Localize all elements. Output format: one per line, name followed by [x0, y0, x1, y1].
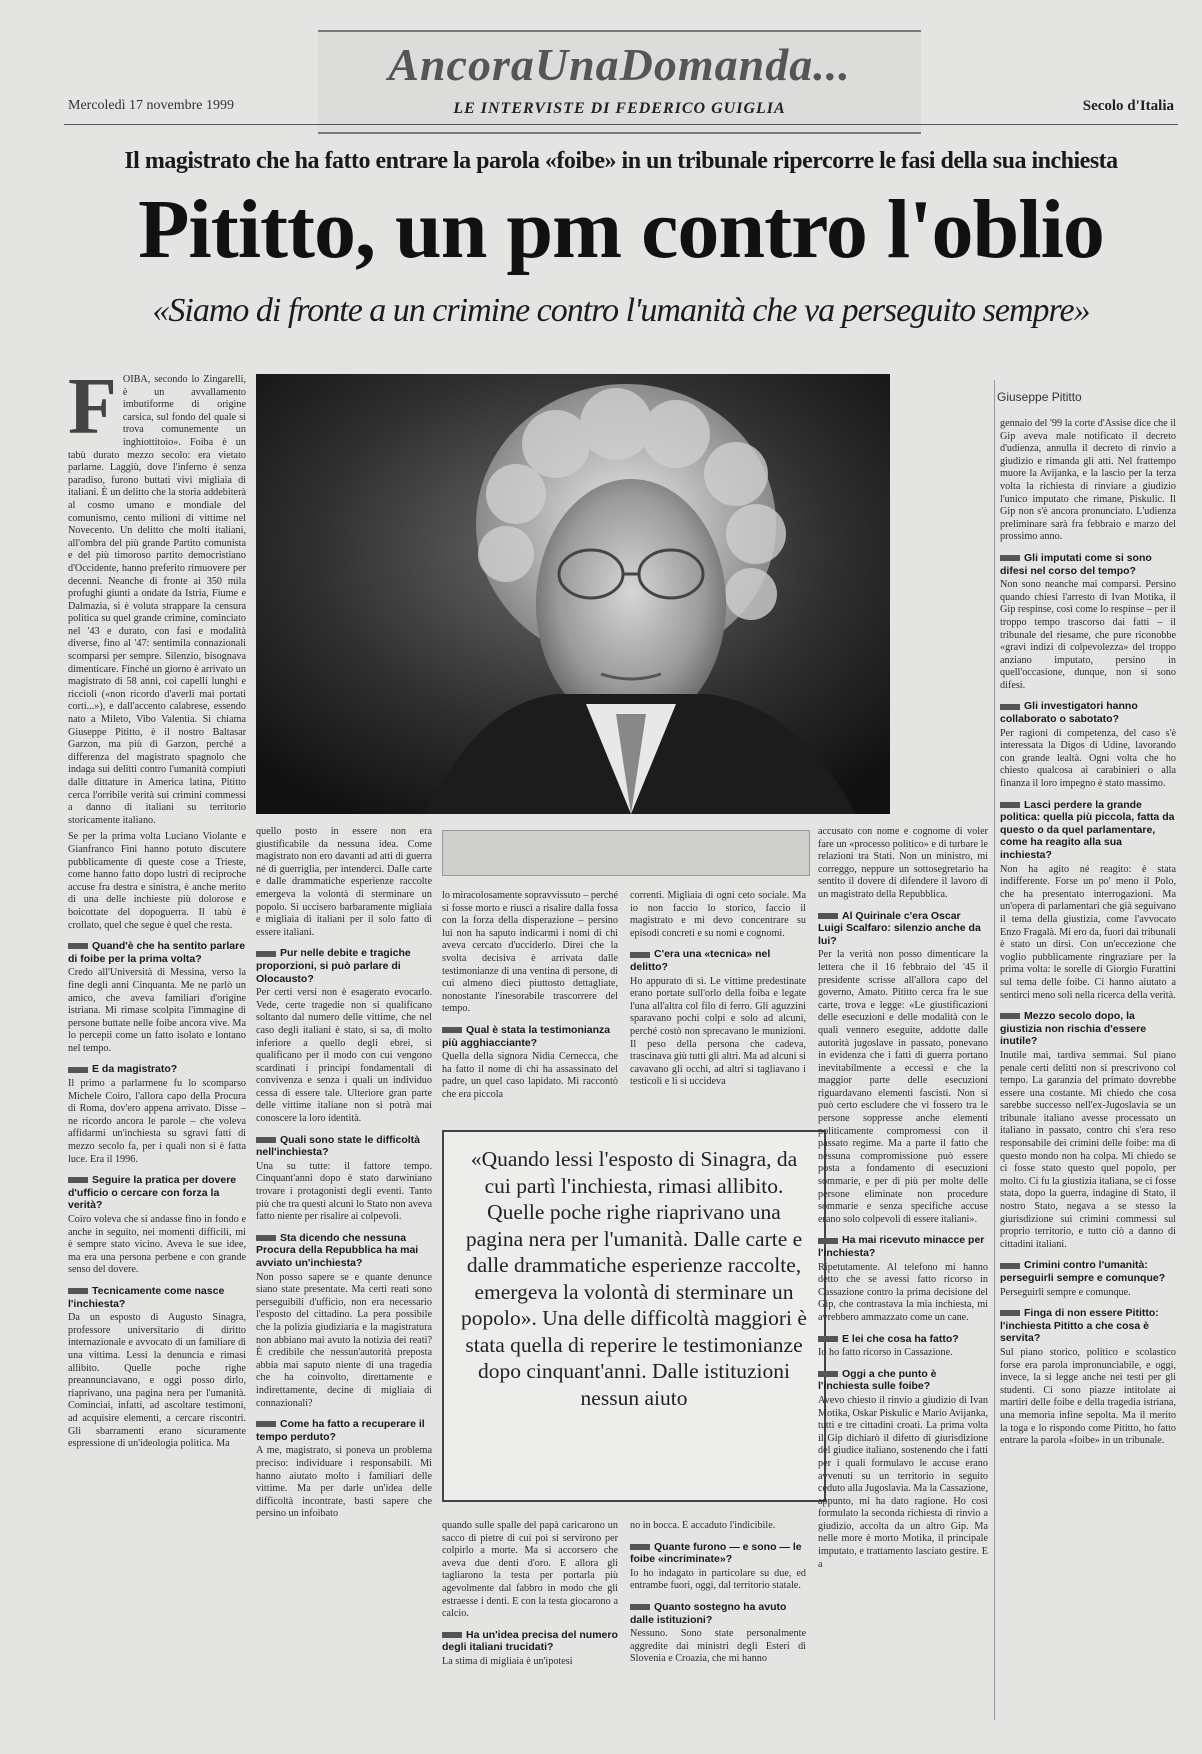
answer: Il primo a parlarmene fu lo scomparso Michele Coiro, l'allora capo della Procura di Roma, dov'ero appena arrivato. Disse – ne ricordo ancora le parole – che voleva affidarmi un'inchiesta su sgravi fatti di mezzo secolo fa, per i quali non si è fatta luce. Era il 1996.	[68, 1078, 246, 1165]
answer: Per la verità non posso dimenticare la lettera che il 16 febbraio del '45 il presidente scrisse all'allora capo del governo, Amato. Pititto cerca fra le sue carte, trova e legge: «Le giustificazioni delle esecuzioni e delle modalità con le quali vennero eseguite, addotte dalle autorità jugoslave in passato, ponevano in evidenza che i fatti di guerra portano inevitabilmente a eccessi e che la maggior parte delle esecuzioni riguardavano elementi fascisti. Non si può certo escludere che vi fossero tra le persone soppresse anche elementi politicamente compromessi con il passato regime. Ma a parte il fatto che nessuna compromissione può essere posta a fondamento di esecuzioni sommarie, e per di più per molte delle persone eliminate non procedure sommarie e senza specifiche accuse erano solo colpevoli di essere italiani».	[818, 949, 988, 1225]
answer: Quella della signora Nidia Cernecca, che ha fatto il nome di chi ha assassinato del padre, un quel caso lapidato. Mi raccontò che era piccola	[442, 1051, 618, 1100]
answer: Ho appurato di sì. Le vittime predestinate erano portate sull'orlo della foiba e legate l'una all'altra col filo di ferro. Gli aguzzini sparavano pochi colpi e solo ad alcuni, perché costò non sprecavano le munizioni. Il peso della persona che cadeva, trascinava giù tutti gli altri. Ma ad alcuni si cavavano gli occhi, ad altri si tagliavano i testicoli e li si uccideva	[630, 975, 806, 1088]
question: Quanto sostegno ha avuto dalle istituzioni?	[630, 1601, 806, 1626]
answer: Per ragioni di competenza, del caso s'è interessata la Digos di Udine, lavorando con grande lealtà. Ogni volta che ho chiesto qualcosa ai carabinieri o alla finanza il loro impegno è stato massimo.	[1000, 727, 1176, 790]
article-subhead: «Siamo di fronte a un crimine contro l'umanità che va perseguito sempre»	[152, 292, 1090, 329]
answer: Non posso sapere se e quante denunce siano state presentate. Ma certi reati sono perseguibili d'ufficio, non era necessario l'esposto del cittadino. La pera possibile che la polizia giudiziaria e la magistratura non abbiano mai avuto la notizia dei reati? È credibile che nessun'autorità preposta abbia mai saputo niente di una tragedia che ha coinvolto, direttamente e indirettamente, decine di migliaia di connazionali?	[256, 1271, 432, 1409]
question: Sta dicendo che nessuna Procura della Repubblica ha mai avviato un'inchiesta?	[256, 1232, 432, 1270]
answer: A me, magistrato, si poneva un problema preciso: individuare i responsabili. Mi hanno aiutato molto i familiari delle vittime. Ma per darle un'idea delle difficoltà incontrate, basti sapere che persino un infoibato	[256, 1445, 432, 1520]
question: E da magistrato?	[68, 1063, 246, 1076]
column-4-bottom	[630, 1520, 806, 1726]
question: Lasci perdere la grande politica: quella più piccola, fatta da questo o da quel parlamentare, come ha reagito alla sua inchiesta?	[1000, 798, 1175, 861]
question: C'era una «tecnica» nel delitto?	[630, 948, 806, 973]
intro-paragraph: OIBA, secondo lo Zingarelli, è un avvallamento imbutiforme di origine carsica, sul fondo del quale si trova comunemente un inghiottitoio». Foiba è un tabù durato mezzo secolo: era vietato parlarne. Laggiù, dove l'inferno è senza paradiso, furono buttati vivi migliaia di italiani. È un delitto che la storia addebiterà al cosmo umano e mondiale del comunismo, cento milioni di vittime nel Novecento. Un delitto che molti italiani, all'ombra del più grande Partito comunista e del più timoroso partito democristiano d'Occidente, hanno preferito rimuovere per decenni. Neanche di fronte ai 350 mila profughi giunti a ondate da Istria, Fiume e Dalmazia, si è voluta strappare la censura politica su quel grande crimine, cominciato nel '43 e durato, con fasi e modalità diverse, fino al '47: sentimila connazionali scomparsi per sempre. Silenzio, bisognava dimenticare. Finché un giorno è arrivato un magistrato di 58 anni, coi capelli lunghi e riccioli («non ricordo d'averli mai portati corti...»), e dall'accento calabrese, essendo nato a Mileto, Vibo Valentia. Si chiama Giuseppe Pititto, è il nostro Baltasar Garzon, ma più di Garzon, perché a differenza del magistrato spagnolo che indaga sui delitti contro l'umanità compiuti dalle dittature in America latina, Pititto cerca l'orribile verità sui crimini commessi a danno di italiani su territorio storicamente italiano.	[68, 374, 246, 826]
question: Ha un'idea precisa del numero degli italiani trucidati?	[442, 1628, 618, 1654]
masthead-subtitle: LE INTERVISTE DI FEDERICO GUIGLIA	[453, 100, 786, 117]
answer: Coiro voleva che si andasse fino in fondo e anche in seguito, nei momenti difficili, mi è sempre stato vicino. Aveva le sue idee, ma era una persona perbene e con grande senso del dovere.	[68, 1214, 246, 1276]
question: Tecnicamente come nasce l'inchiesta?	[68, 1285, 246, 1310]
column-5	[818, 826, 988, 1726]
column-4-top	[630, 890, 806, 1122]
paragraph: no in bocca. È accaduto l'indicibile.	[630, 1520, 776, 1531]
masthead-title: AncoraUnaDomanda...	[388, 39, 851, 90]
answer: Da un esposto di Augusto Sinagra, professore universitario di diritto internazionale e avvocato di un familiare di una vittima. Lessi la denuncia e rimasi allibito. Quelle poche righe preannunciavano, e oggi posso dirlo, riaprivano, una pagina nera per l'umanità. Cominciai, infatti, ad ascoltare testimoni, ad acquisire elementi, a cercare riscontri. Gli sbarramenti erano sicuramente espressione di un'ideologia politica. Ma	[68, 1312, 246, 1450]
question: Ha mai ricevuto minacce per l'inchiesta?	[818, 1234, 988, 1259]
answer: Non ha agito né reagito: è stata indifferente. Forse un po' meno il Polo, che ha presentato interrogazioni. Ma un'opera di parlamentari che già seguivano il tema della giustizia, come l'avvocato Enzo Fragalà. Mi ero da, fuori dai tribunali è stato un dirsi. Con un'eccezione che voglio pubblicamente ringraziare per la prima volta: le sorelle di Giorgio Furattini sul tema delle foibe. Ci hanno aiutato a sentirci meno soli nella ricerca della verità.	[1000, 863, 1176, 1001]
portrait-photo	[256, 374, 890, 814]
answer: Io ho indagato in particolare su due, ed entrambe fuori, oggi, dal territorio statale.	[630, 1567, 806, 1592]
paragraph: accusato con nome e cognome di voler fare un «processo politico» e di turbare le relazioni tra Stati. Non un ministro, mi correggo, neppure un sottosegretario ha sentito il dovere di difendere il lavoro di un magistrato della Repubblica.	[818, 826, 988, 900]
question: Mezzo secolo dopo, la giustizia non rischia d'essere inutile?	[1000, 1010, 1176, 1048]
answer: Sul piano storico, politico e scolastico forse era parola impronunciabile, e oggi, invece, la si legge anche nei testi per gli studenti. Ci sono piazze intitolate ai martiri delle foibe e della tragedia istriana, una memoria infine sepolta. Ma il merito la toga e lo rispondo come Pititto, ho fatto entrare la parola «foibe» in un tribunale.	[1000, 1346, 1176, 1447]
question: Oggi a che punto è l'inchiesta sulle foibe?	[818, 1368, 988, 1393]
answer: Ripetutamente. Al telefono mi hanno detto che se avessi fatto ricorso in Cassazione contro la prima decisione del Gip, che contrastava la mia inchiesta, mi avrebbero ammazzato come un cane.	[818, 1261, 988, 1323]
paragraph: lo miracolosamente sopravvissuto – perché si fosse morto e riuscì a risalire dalla fossa con la forza della disperazione – persino lui non ha saputo indicarmi i nomi di chi aveva cercato d'ucciderlo. Direi che la svolta decisiva è arrivata dalle testimonianze di una ventina di persone, di cui almeno dieci piuttosto dettagliate, nonostante l'inesorabile trascorrere del tempo.	[442, 890, 618, 1015]
column-divider	[994, 380, 995, 1720]
question: E lei che cosa ha fatto?	[818, 1333, 988, 1346]
intro-paragraph-2: Se per la prima volta Luciano Violante e Gianfranco Fini hanno potuto discutere pubblicamente di queste cose a Trieste, come hanno fatto dopo lustri di reciproche accuse fra destra e sinistra, è anche merito di una delle inchieste più dolorose e boicottate del dopoguerra. Il tabù è crollato, quel che segue è quel che resta.	[68, 831, 246, 931]
column-1	[68, 374, 246, 1724]
answer: Non sono neanche mai comparsi. Persino quando chiesi l'arresto di Ivan Motika, il Gip respinse, così come lo respinse – per il troppo tempo trascorso dai fatti – il tribunale del riesame, che pure riconobbe «gravi indizi di colpevolezza» del troppo anziano imputato, persino in quell'occasione, dunque, non si sono difesi.	[1000, 579, 1176, 691]
grey-ad-box	[442, 830, 810, 876]
column-6	[1000, 418, 1176, 1728]
question: Quante furono — e sono — le foibe «incriminate»?	[630, 1541, 806, 1566]
paragraph: gennaio del '99 la corte d'Assise dice che il Gip aveva male notificato il decreto d'udienza, annulla il decreto di rinvio a giudizio e rimanda gli atti. Nel frattempo muore la Avijanka, e la lascio per la terza volta la richiesta di rinviare a giudizio l'unico imputato che rimane, Piskulic. Il Gip non s'è ancora pronunciato. L'udienza preliminare sarà fra febbraio e marzo del prossimo anno.	[1000, 418, 1176, 543]
paragraph: quello posto in essere non era giustificabile da nessuna idea. Come magistrato non ero davanti ad atti di guerra né di guerriglia, per intenderci. Dalle carte e dalle drammatiche esperienze raccolte emergeva la volontà di sterminare un popolo. Si uccisero barbaramente migliaia e migliaia di italiani per il solo fatto di essere italiani.	[256, 826, 432, 938]
paragraph: quando sulle spalle del papà caricarono un sacco di pietre di cui poi si servirono per colpirlo a morte. Ma si accorsero che aveva due denti d'oro. E allora gli tagliarono la testa per portarla più agevolmente dal fabbro in modo che gli estraesse i denti. E con la testa giocarono a calcio.	[442, 1520, 618, 1620]
answer: Nessuno. Sono state personalmente aggredite dai ministri degli Esteri di Slovenia e Croazia, che mi hanno	[630, 1628, 806, 1665]
question: Al Quirinale c'era Oscar Luigi Scalfaro: silenzio anche da lui?	[818, 910, 988, 948]
top-rule	[64, 124, 1178, 125]
answer: Per certi versi non è esagerato evocarlo. Vede, certe tragedie non si qualificano soltanto dal numero delle vittime, che nel caso degli italiani è stato, si sa, di molto inferiore a quello degli ebrei, si qualificano per il modo con cui vengono scardinati i principi fondamentali di convivenza e senza i quali un individuo cessa di essere tale. Ulteriore gran parte delle vittime italiane non si potrà mai conoscere la loro identità.	[256, 987, 432, 1125]
article-headline: Pititto, un pm contro l'oblio	[138, 183, 1104, 276]
column-2	[256, 826, 432, 1726]
article-kicker: Il magistrato che ha fatto entrare la parola «foibe» in un tribunale ripercorre le fasi della sua inchiesta	[124, 148, 1118, 174]
answer: Una su tutte: il fattore tempo. Cinquant'anni dopo è stato darwiniano trovare i protagonisti degli eventi. Tanto più che tra questi alcuni lo Stato non aveva fatto niente per risalire ai colpevoli.	[256, 1160, 432, 1223]
answer: La stima di migliaia è un'ipotesi	[442, 1655, 573, 1667]
question: Gli imputati come si sono difesi nel corso del tempo?	[1000, 552, 1176, 577]
photo-caption: Giuseppe Pititto	[997, 390, 1082, 404]
answer: Avevo chiesto il rinvio a giudizio di Ivan Motika, Oskar Piskulic e Mario Avijanka, tutti e tre cittadini croati. La prima volta il Gip dichiarò il difetto di giurisdizione del giudice italiano, sostenendo che i fatti per i quali formulavo le accuse erano avvenuti su un territorio in seguito ceduto alla Jugoslavia. Ma la Cassazione, appunto, mi ha dato ragione. Ho così formulato la seconda richiesta di rinvio a giudizio, accolta da un altro Gip. Ma nelle more è morto Motika, il principale imputato, e trattamento lasciato gestire. E a	[818, 1394, 988, 1570]
question: Pur nelle debite e tragiche proporzioni, si può parlare di Olocausto?	[256, 947, 432, 985]
column-3-bottom	[442, 1520, 618, 1726]
question: Quand'è che ha sentito parlare di foibe per la prima volta?	[68, 940, 246, 965]
question: Quali sono state le difficoltà nell'inchiesta?	[256, 1134, 432, 1159]
drop-cap: F	[68, 374, 117, 451]
pull-quote: «Quando lessi l'esposto di Sinagra, da cui partì l'inchiesta, rimasi allibito. Quelle poche righe riaprivano una pagina nera per l'umanità. Dalle carte e dalle drammatiche esperienze raccolte, emergeva la volontà di sterminare un popolo». Una delle difficoltà maggiori è stata quella di reperire le testimonianze dopo cinquant'anni. Dalle istituzioni nessun aiuto	[442, 1130, 826, 1502]
answer: Perseguirli sempre e comunque.	[1000, 1286, 1131, 1298]
newspaper-name: Secolo d'Italia	[1082, 98, 1174, 114]
question: Finga di non essere Pititto: l'inchiesta Pititto a che cosa è servita?	[1000, 1307, 1176, 1345]
masthead	[318, 30, 921, 134]
answer: Inutile mai, tardiva semmai. Sul piano penale certi delitti non si prescrivono col tempo. La garanzia del primato dovrebbe essere una costante. Mi chiedo che cosa sarebbe successo nell'ex-Jugoslavia se un tribunale italiano avesse processato un italiano in passato, contro chi s'era reso responsabile dei crimini delle foibe: ma di questo mondo non ha colpa. Mi chiedo se ci fosse stato questo quel popolo, per molto. Ci fu la giustizia italiana, se ci fosse stata, dopo la guerra, indagine di Stato, il nostro Stato, negava a se stesso la giurisdizione sui crimini commessi sul proprio territorio, e tutto ciò a danno di cittadini italiani.	[1000, 1049, 1176, 1250]
answer: Credo all'Università di Messina, verso la fine degli anni Cinquanta. Me ne parlò un amico, che aveva familiari d'origine istriana. Mi rimase scolpita l'immagine di persone buttate nelle foibe ancora vive. Ma lo percepii come un fatto isolato e lontano nel tempo.	[68, 967, 246, 1054]
question: Qual è stata la testimonianza più agghiacciante?	[442, 1024, 618, 1049]
issue-date: Mercoledì 17 novembre 1999	[68, 98, 235, 113]
answer: Io ho fatto ricorso in Cassazione.	[818, 1347, 953, 1359]
question: Come ha fatto a recuperare il tempo perduto?	[256, 1418, 432, 1443]
column-3-top	[442, 890, 618, 1122]
question: Gli investigatori hanno collaborato o sabotato?	[1000, 700, 1176, 725]
question: Crimini contro l'umanità: perseguirli sempre e comunque?	[1000, 1259, 1176, 1284]
paragraph: correnti. Migliaia di ogni ceto sociale. Ma io non faccio lo storico, faccio il magistrato e mi devo concentrare su episodi concreti e su nomi e cognomi.	[630, 890, 806, 939]
question: Seguire la pratica per dovere d'ufficio o cercare con forza la verità?	[68, 1174, 246, 1212]
